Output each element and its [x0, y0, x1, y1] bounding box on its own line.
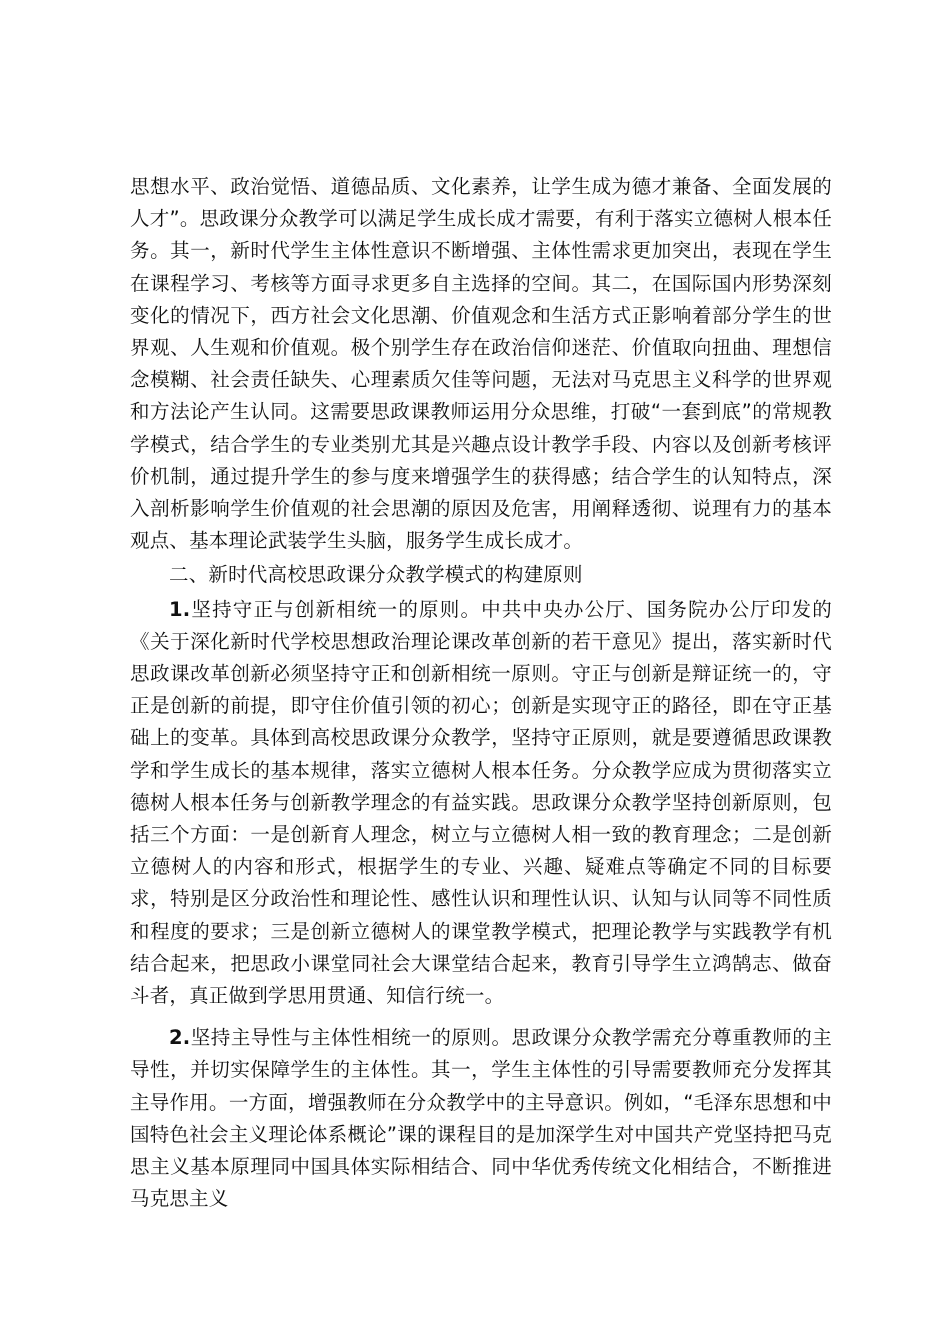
principle-2-number: 2.: [169, 1026, 191, 1050]
principle-1-text: 坚持守正与创新相统一的原则。中共中央办公厅、国务院办公厅印发的《关于深化新时代学校思想政治理论课改革创新的若干意见》提出，落实新时代思政课改革创新必须坚持守正和创新相统一原则。守正与创新是辩证统一的，守正是创新的前提，即守住价值引领的初心；创新是实现守正的路径，即在守正基础上的变革。具体到高校思政课分众教学，坚持守正原则，就是要遵循思政课教学和学生成长的基本规律，落实立德树人根本任务。分众教学应成为贯彻落实立德树人根本任务与创新教学理念的有益实践。思政课分众教学坚持创新原则，包括三个方面：一是创新育人理念，树立与立德树人相一致的教育理念；二是创新立德树人的内容和形式，根据学生的专业、兴趣、疑难点等确定不同的目标要求，特别是区分政治性和理论性、感性认识和理性认识、认知与认同等不同性质和程度的要求；三是创新立德树人的课堂教学模式，把理论教学与实践教学有机结合起来，把思政小课堂同社会大课堂结合起来，教育引导学生立鸿鹄志、做奋斗者，真正做到学思用贯通、知信行统一。: [130, 597, 832, 1008]
body-text: [130, 171, 832, 1216]
principle-2-text: 坚持主导性与主体性相统一的原则。思政课分众教学需充分尊重教师的主导性，并切实保障学生的主体性。其一，学生主体性的引导需要教师充分发挥其主导作用。一方面，增强教师在分众教学中的主导意识。例如，“毛泽东思想和中国特色社会主义理论体系概论”课的课程目的是加深学生对中国共产党坚持把马克思主义基本原理同中国具体实际相结合、同中华优秀传统文化相结合，不断推进马克思主义: [130, 1026, 832, 1211]
principle-1-paragraph: [130, 594, 832, 1013]
paragraph-continuation: 思想水平、政治觉悟、道德品质、文化素养，让学生成为德才兼备、全面发展的人才”。思政课分众教学可以满足学生成长成才需要，有利于落实立德树人根本任务。其一，新时代学生主体性意识不断增强、主体性需求更加突出，表现在学生在课程学习、考核等方面寻求更多自主选择的空间。其二，在国际国内形势深刻变化的情况下，西方社会文化思潮、价值观念和生活方式正影响着部分学生的世界观、人生观和价值观。极个别学生存在政治信仰迷茫、价值取向扭曲、理想信念模糊、社会责任缺失、心理素质欠佳等问题，无法对马克思主义科学的世界观和方法论产生认同。这需要思政课教师运用分众思维，打破“一套到底”的常规教学模式，结合学生的专业类别尤其是兴趣点设计教学手段、内容以及创新考核评价机制，通过提升学生的参与度来增强学生的获得感；结合学生的认知特点，深入剖析影响学生价值观的社会思潮的原因及危害，用阐释透彻、说理有力的基本观点、基本理论武装学生头脑，服务学生成长成才。: [130, 175, 832, 553]
section-heading: 二、新时代高校思政课分众教学模式的构建原则: [169, 563, 583, 587]
principle-1-number: 1.: [169, 597, 191, 621]
principle-2-paragraph: [130, 1022, 832, 1215]
